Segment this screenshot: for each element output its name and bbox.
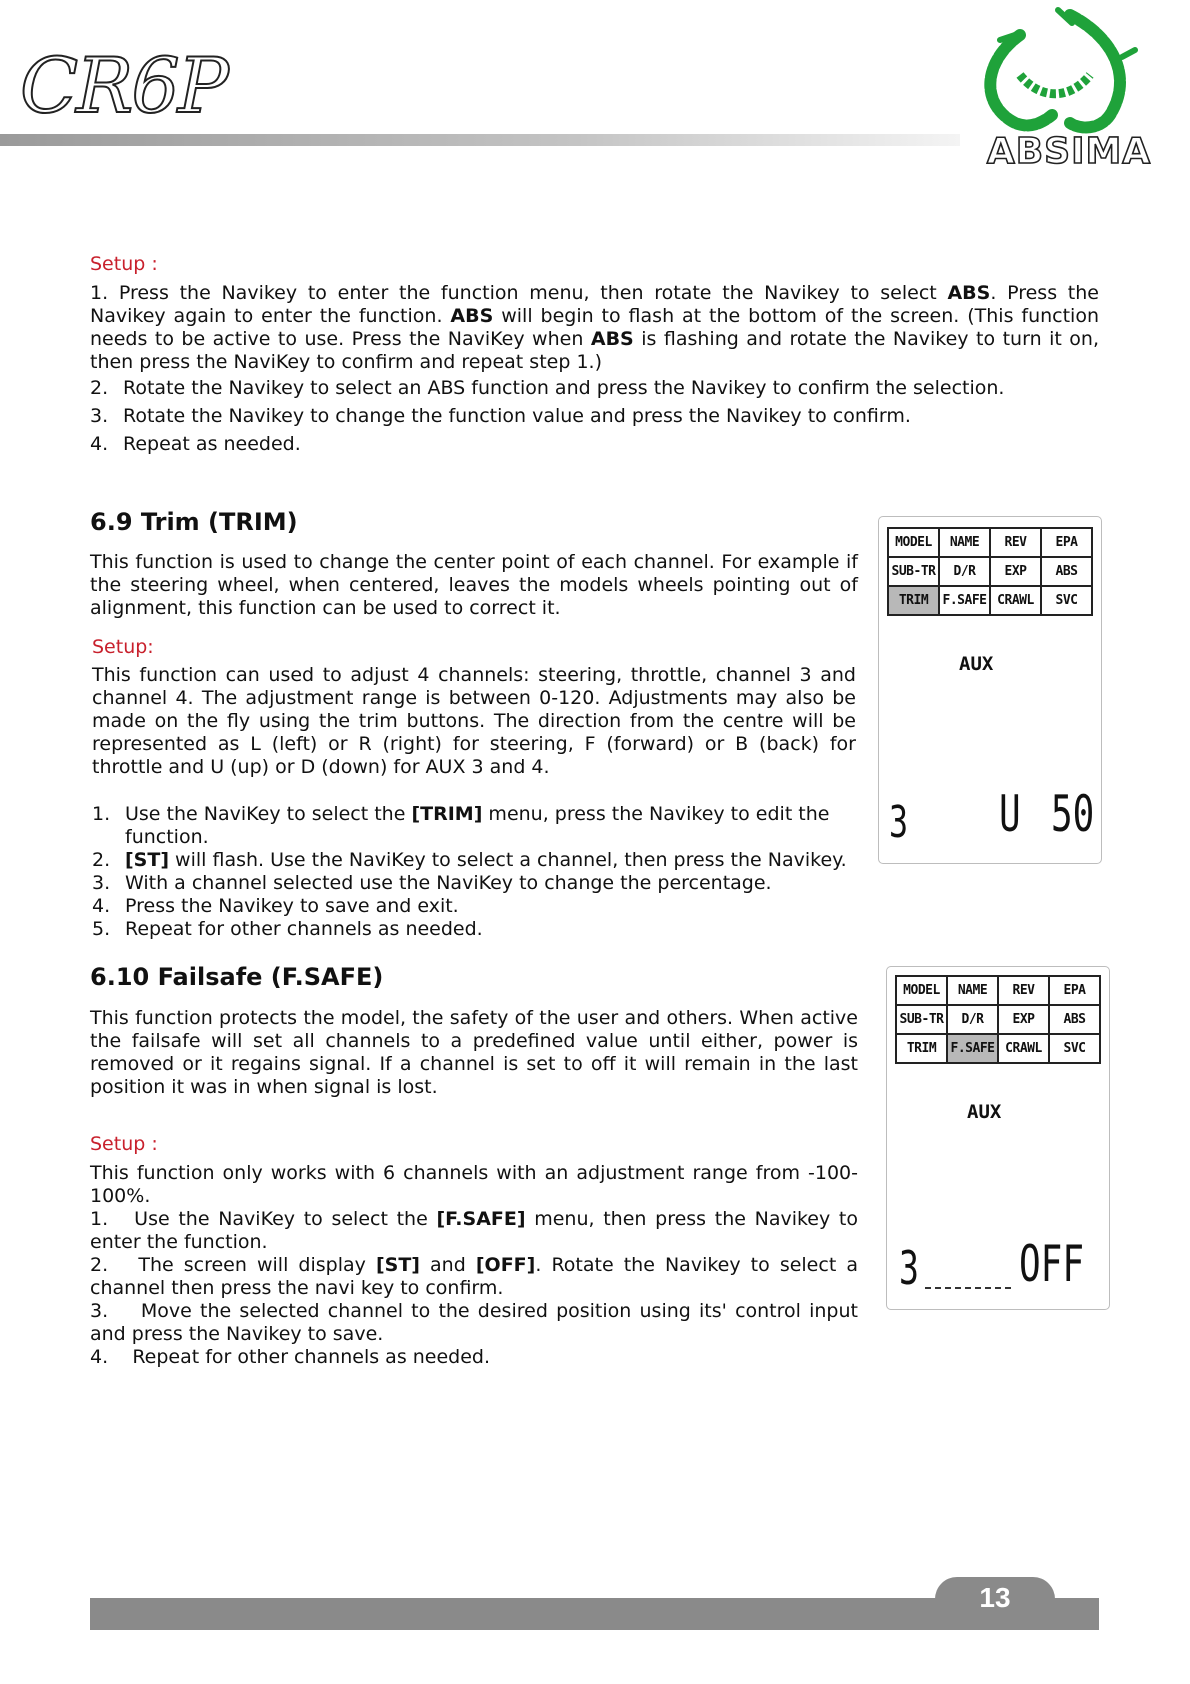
channel-number: 3 — [889, 797, 909, 848]
failsafe-step-1: 1. Use the NaviKey to select the [F.SAFE] menu, then press the Navikey to enter the function. — [90, 1208, 858, 1253]
failsafe-intro: This function protects the model, the safety of the user and others. When active the failsafe will set all channels to a predefined value until either, power is removed or it regains signal. If a channel is set to off it will remain in the last position it was in when signal is lost. — [90, 1007, 858, 1098]
abs-steps-list — [90, 377, 1099, 456]
menu-cell: SVC — [1041, 586, 1092, 615]
list-item: 2. [ST] will flash. Use the NaviKey to select a channel, then press the Navikey. — [92, 849, 847, 871]
menu-cell: REV — [998, 976, 1049, 1005]
header-rule — [0, 134, 960, 146]
failsafe-step-4: 4. Repeat for other channels as needed. — [90, 1346, 491, 1368]
abs-setup-label: Setup : — [90, 253, 158, 275]
failsafe-setup-line: This function only works with 6 channels with an adjustment range from -100-100%. — [90, 1162, 858, 1207]
menu-cell-selected: F.SAFE — [947, 1034, 998, 1063]
trim-direction: U — [999, 785, 1021, 843]
failsafe-steps-section — [90, 1162, 858, 1369]
failsafe-step-3: 3. Move the selected channel to the desired position using its' control input and press the Navikey to save. — [90, 1300, 858, 1345]
menu-cell: D/R — [947, 1005, 998, 1034]
menu-cell: EXP — [998, 1005, 1049, 1034]
failsafe-position-line — [925, 1287, 1011, 1289]
menu-cell: EPA — [1041, 528, 1092, 557]
list-item: 4. Press the Navikey to save and exit. — [92, 895, 459, 917]
trim-setup-text: This function can used to adjust 4 channels: steering, throttle, channel 3 and channel 4. The adjustment range is between 0-120. Adjustments may also be made on the fly using the trim buttons. The direction from the centre will be represented as L (left) or R (right) for steering, F (forward) or B (back) for throttle and U (up) or D (down) for AUX 3 and 4. — [92, 664, 856, 778]
list-item: 3. Rotate the Navikey to change the function value and press the Navikey to confirm. — [90, 405, 911, 427]
failsafe-menu-grid — [895, 975, 1101, 1064]
channel-number: 3 — [899, 1241, 919, 1295]
list-item: 2. Rotate the Navikey to select an ABS function and press the Navikey to confirm the selection. — [90, 377, 1005, 399]
list-item: 1. Use the NaviKey to select the [TRIM] menu, press the Navikey to edit the function. — [92, 803, 830, 848]
list-item: 3. With a channel selected use the NaviKey to change the percentage. — [92, 872, 772, 894]
trim-intro: This function is used to change the center point of each channel. For example if the steering wheel, when centered, leaves the models wheels pointing out of alignment, this function can be used to correct it. — [90, 551, 858, 619]
menu-cell: MODEL — [896, 976, 947, 1005]
abs-setup-section — [90, 282, 1099, 461]
page-number: 13 — [979, 1582, 1011, 1613]
trim-menu-grid — [887, 527, 1093, 616]
trim-setup-label: Setup: — [92, 636, 154, 658]
failsafe-heading: 6.10 Failsafe (F.SAFE) — [90, 963, 384, 991]
channel-label: AUX — [967, 1101, 1002, 1123]
menu-cell: MODEL — [888, 528, 939, 557]
failsafe-step-2: 2. The screen will display [ST] and [OFF]. Rotate the Navikey to select a channel then press the navi key to confirm. — [90, 1254, 858, 1299]
channel-label: AUX — [959, 653, 994, 675]
menu-cell: REV — [990, 528, 1041, 557]
menu-cell: CRAWL — [990, 586, 1041, 615]
menu-cell: CRAWL — [998, 1034, 1049, 1063]
trim-heading: 6.9 Trim (TRIM) — [90, 508, 298, 536]
menu-cell: EPA — [1049, 976, 1100, 1005]
list-item: 5. Repeat for other channels as needed. — [92, 918, 483, 940]
menu-cell: EXP — [990, 557, 1041, 586]
menu-cell: NAME — [947, 976, 998, 1005]
menu-cell: D/R — [939, 557, 990, 586]
menu-cell: SUB-TR — [896, 1005, 947, 1034]
trim-lcd-screen — [878, 516, 1102, 864]
menu-cell: F.SAFE — [939, 586, 990, 615]
model-name-logo: CR6P — [20, 41, 227, 130]
trim-value: 50 — [1051, 785, 1095, 843]
abs-step-1: 1. Press the Navikey to enter the function menu, then rotate the Navikey to select ABS. Press the Navikey again to enter the function. ABS will begin to flash at the bottom of the screen. (This function needs to be active to use. Press the NaviKey when ABS is flashing and rotate the Navikey to turn it on, then press the NaviKey to confirm and repeat step 1.) — [90, 282, 1100, 373]
list-item: 4. Repeat as needed. — [90, 433, 301, 455]
failsafe-setup-label: Setup : — [90, 1133, 158, 1155]
trim-steps-section — [92, 803, 858, 941]
trim-steps-list — [92, 803, 858, 941]
menu-cell: TRIM — [896, 1034, 947, 1063]
menu-cell: ABS — [1049, 1005, 1100, 1034]
menu-cell: ABS — [1041, 557, 1092, 586]
failsafe-lcd-screen — [886, 966, 1110, 1310]
menu-cell: SUB-TR — [888, 557, 939, 586]
menu-cell: NAME — [939, 528, 990, 557]
failsafe-value: OFF — [1019, 1235, 1085, 1293]
menu-cell: SVC — [1049, 1034, 1100, 1063]
brand-logo-text: ABSIMA — [986, 131, 1152, 172]
menu-cell-selected: TRIM — [888, 586, 939, 615]
